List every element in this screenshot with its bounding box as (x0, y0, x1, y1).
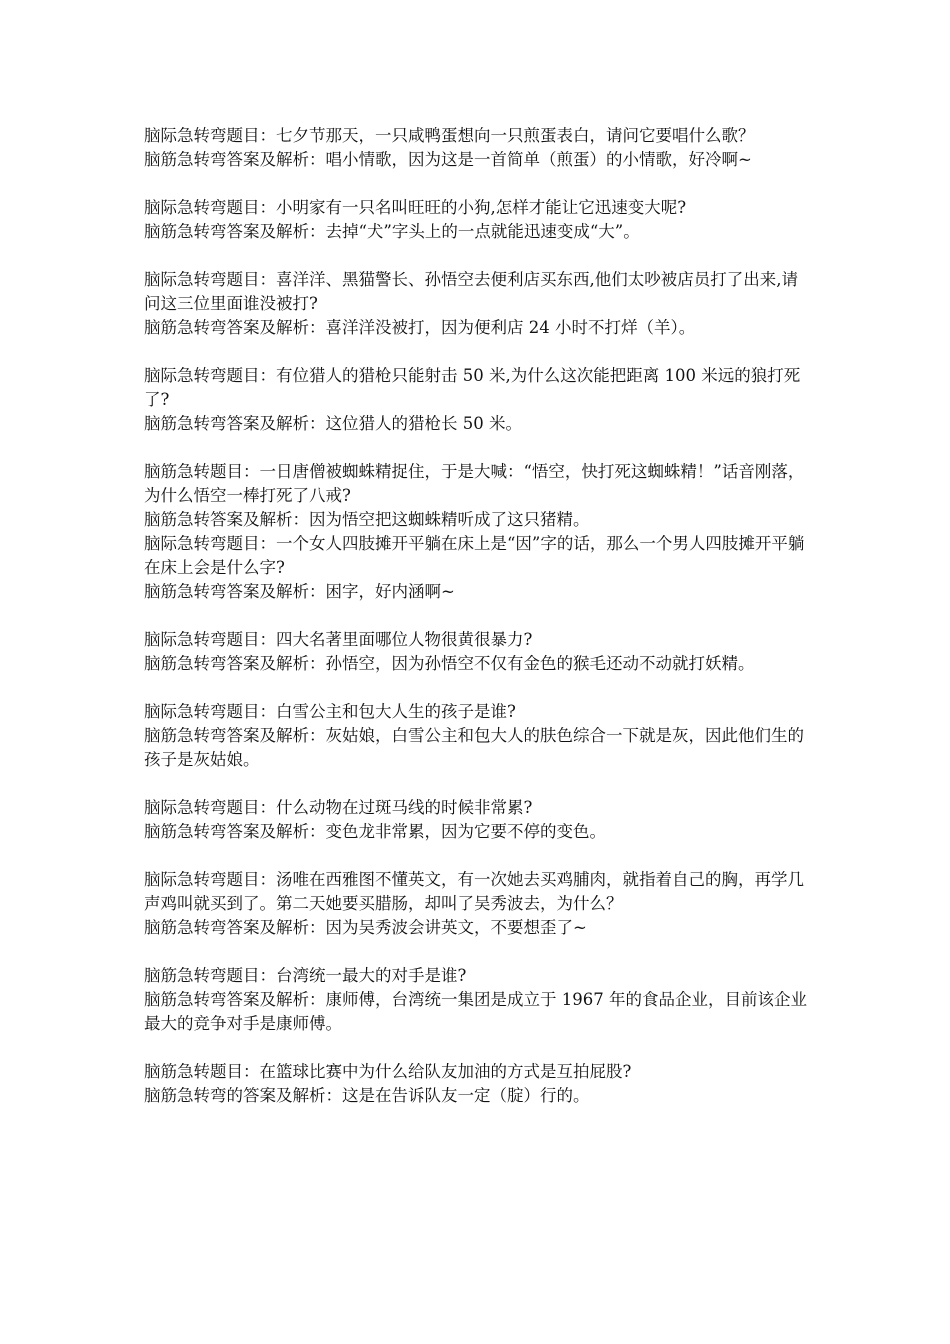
riddle-answer: 脑筋急转弯答案及解析：孙悟空，因为孙悟空不仅有金色的猴毛还动不动就打妖精。 (144, 654, 755, 673)
riddle-block (144, 1060, 812, 1108)
riddle-answer: 脑筋急转弯答案及解析：去掉“犬”字头上的一点就能迅速变成“大”。 (144, 222, 640, 241)
riddle-question: 脑际急转弯题目：四大名著里面哪位人物很黄很暴力? (144, 630, 533, 649)
riddle-question: 脑际急转弯题目：喜洋洋、黑猫警长、孙悟空去便利店买东西,他们太吵被店员打了出来,请问这三位里面谁没被打? (144, 270, 798, 313)
riddle-question: 脑际急转弯题目：小明家有一只名叫旺旺的小狗,怎样才能让它迅速变大呢? (144, 198, 687, 217)
riddle-block (144, 796, 812, 844)
riddle-block (144, 532, 812, 604)
riddle-answer: 脑筋急转弯的答案及解析：这是在告诉队友一定（腚）行的。 (144, 1086, 590, 1105)
riddle-question: 脑际急转弯题目：白雪公主和包大人生的孩子是谁? (144, 702, 516, 721)
riddle-block (144, 700, 812, 772)
riddle-answer: 脑筋急转弯答案及解析：喜洋洋没被打，因为便利店 24 小时不打烊（羊）。 (144, 318, 696, 337)
riddle-answer: 脑筋急转弯答案及解析：困字，好内涵啊~ (144, 582, 455, 601)
riddle-answer: 脑筋急转弯答案及解析：因为吴秀波会讲英文，不要想歪了~ (144, 918, 587, 937)
riddle-answer: 脑筋急转弯答案及解析：唱小情歌，因为这是一首简单（煎蛋）的小情歌，好冷啊~ (144, 150, 752, 169)
riddle-answer: 脑筋急转答案及解析：因为悟空把这蜘蛛精听成了这只猪精。 (144, 510, 590, 529)
riddle-answer: 脑筋急转弯答案及解析：这位猎人的猎枪长 50 米。 (144, 414, 522, 433)
riddle-answer: 脑筋急转弯答案及解析：灰姑娘，白雪公主和包大人的肤色综合一下就是灰，因此他们生的孩子是灰姑娘。 (144, 726, 804, 769)
riddle-question: 脑际急转弯题目：汤唯在西雅图不懂英文，有一次她去买鸡脯肉，就指着自己的胸，再学几声鸡叫就买到了。第二天她要买腊肠，却叫了吴秀波去，为什么？ (144, 870, 804, 913)
riddle-question: 脑筋急转题目：在篮球比赛中为什么给队友加油的方式是互拍屁股? (144, 1062, 632, 1081)
riddle-question: 脑际急转弯题目：一个女人四肢摊开平躺在床上是“因”字的话，那么一个男人四肢摊开平躺在床上会是什么字? (144, 534, 805, 577)
riddle-block (144, 196, 812, 244)
riddle-question: 脑筋急转题目：一日唐僧被蜘蛛精捉住，于是大喊：“悟空，快打死这蜘蛛精！”话音刚落，为什么悟空一棒打死了八戒? (144, 462, 805, 505)
riddle-question: 脑筋急转弯题目：台湾统一最大的对手是谁? (144, 966, 467, 985)
riddle-answer: 脑筋急转弯答案及解析：康师傅，台湾统一集团是成立于 1967 年的食品企业，目前该企业最大的竞争对手是康师傅。 (144, 990, 807, 1033)
document-body (144, 124, 812, 1132)
riddle-block (144, 124, 812, 172)
riddle-question: 脑际急转弯题目：什么动物在过斑马线的时候非常累? (144, 798, 533, 817)
riddle-block (144, 868, 812, 940)
riddle-block (144, 268, 812, 340)
riddle-answer: 脑筋急转弯答案及解析：变色龙非常累，因为它要不停的变色。 (144, 822, 606, 841)
riddle-question: 脑际急转弯题目：有位猎人的猎枪只能射击 50 米,为什么这次能把距离 100 米远的狼打死了? (144, 366, 801, 409)
riddle-question: 脑际急转弯题目：七夕节那天，一只咸鸭蛋想向一只煎蛋表白，请问它要唱什么歌？ (144, 126, 755, 145)
riddle-block (144, 964, 812, 1036)
riddle-block (144, 364, 812, 436)
riddle-block (144, 460, 812, 532)
riddle-block (144, 628, 812, 676)
